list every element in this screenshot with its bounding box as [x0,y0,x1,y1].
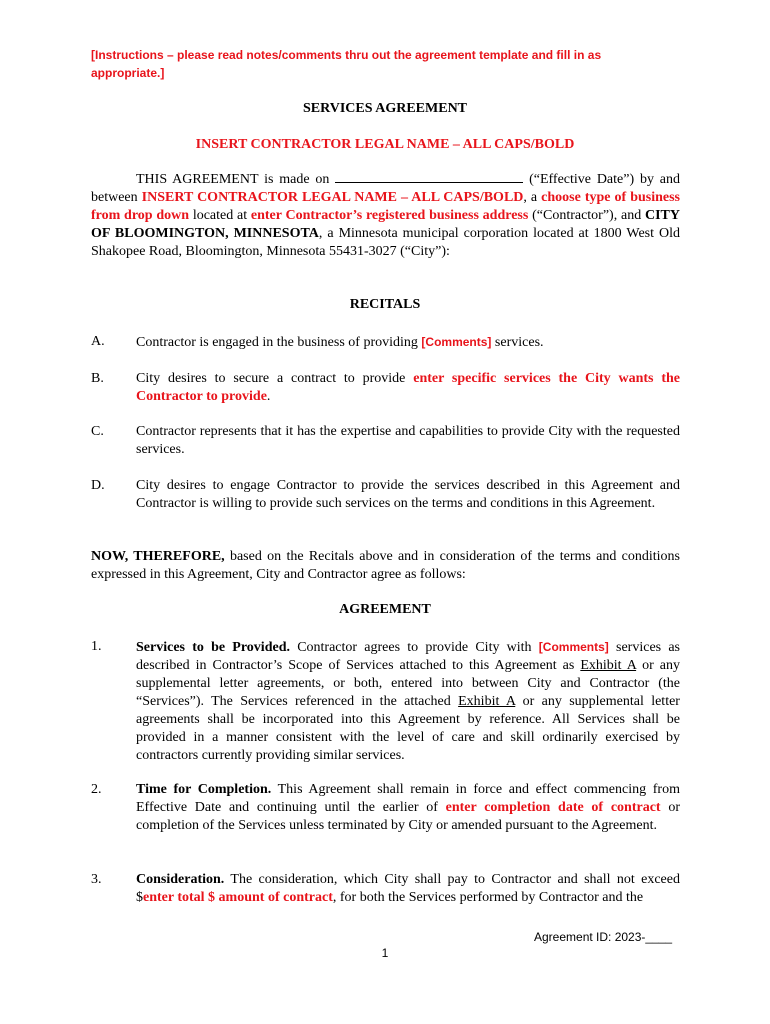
intro-text-3: , a [523,190,542,205]
now-therefore-text: based on the Recitals above and in consideration of the terms and conditions expressed in this Agreement, City and Contractor agree as follows: [91,549,680,582]
recital-b-text-end: . [266,389,271,404]
intro-text-6: , a Minnesota municipal corporation located at 1800 West Old Shakopee Road, Bloomington, Minnesota 55431-3027 (“City”): [91,226,680,259]
business-type-placeholder[interactable]: choose type of business from drop down [91,190,680,223]
intro-text-1: THIS AGREEMENT is made on [136,172,336,187]
section-2-number: 2. [91,782,102,797]
section-3-text-b: , for both the Services performed by Contractor and the [332,890,644,905]
recital-c: Contractor represents that it has the expertise and capabilities to provide City with the requested services. [136,424,680,457]
section-3 [136,871,680,907]
section-1-text-a: Contractor agrees to provide City with [289,640,539,655]
recital-a [136,333,680,352]
recital-d-number: D. [91,478,105,493]
recital-b-number: B. [91,371,104,386]
recital-b-text: City desires to secure a contract to provide [136,371,414,386]
section-3-text-a: The consideration, which City shall pay to Contractor and shall not exceed $ [136,872,680,905]
recitals-heading: RECITALS [349,297,421,312]
instructions-note: [Instructions – please read notes/comments thru out the agreement template and fill in as appropriate.] [91,48,602,80]
section-2-text-a: This Agreement shall remain in force and effect commencing from Effective Date and continuing until the earlier of [136,782,680,815]
page-number: 1 [381,946,389,960]
section-1-text-d: or any supplemental letter agreements shall be incorporated into this Agreement by reference. All Services shall be provided in a manner consistent with the level of care and skill ordinarily exercised by contractors currently providing similar services. [136,694,680,763]
document-title: SERVICES AGREEMENT [302,101,468,116]
effective-date-blank[interactable] [335,170,523,183]
section-3-title: Consideration. [136,872,225,887]
recital-a-text: Contractor is engaged in the business of providing [136,335,422,350]
section-1-title: Services to be Provided. [136,640,290,655]
intro-text-5: (“Contractor”), and [528,208,645,223]
services-placeholder: enter specific services the City wants the Contractor to provide [136,371,680,404]
city-name: CITY OF BLOOMINGTON, MINNESOTA [91,208,680,241]
exhibit-a-reference: Exhibit A [458,694,516,709]
section-1-text-c: or any supplemental letter agreements, or both, entered into between City and Contractor (the “Services”). The Services referenced in the attached [136,658,680,709]
address-placeholder: enter Contractor’s registered business address [250,208,529,223]
contractor-heading: INSERT CONTRACTOR LEGAL NAME – ALL CAPS/BOLD [195,137,575,152]
section-3-number: 3. [91,872,102,887]
intro-text-2: (“Effective Date”) by and between [91,172,680,205]
recital-a-number: A. [91,334,105,349]
section-2 [136,781,680,835]
intro-paragraph [91,170,680,261]
recital-b [136,370,680,406]
comment-placeholder: [Comments] [538,640,609,654]
recital-d: City desires to engage Contractor to provide the services described in this Agreement and Contractor is willing to provide such services on the terms and conditions in this Agreement. [136,478,680,511]
section-1 [136,638,680,765]
completion-date-placeholder: enter completion date of contract [445,800,661,815]
agreement-heading: AGREEMENT [339,602,431,617]
now-therefore-paragraph [91,548,680,584]
agreement-id: Agreement ID: 2023-____ [534,930,673,944]
section-1-number: 1. [91,639,102,654]
exhibit-a-reference: Exhibit A [580,658,637,673]
intro-text-4: located at [189,208,251,223]
contractor-name-placeholder: INSERT CONTRACTOR LEGAL NAME – ALL CAPS/BOLD [141,190,524,205]
section-1-text-b: services as described in Contractor’s Scope of Services attached to this Agreement as [136,640,680,673]
now-therefore-lead: NOW, THEREFORE, [91,549,225,564]
comment-placeholder: [Comments] [421,335,492,349]
recital-c-number: C. [91,424,104,439]
section-2-title: Time for Completion. [136,782,272,797]
recital-a-text-end: services. [491,335,544,350]
section-2-text-b: or completion of the Services unless terminated by City or amended pursuant to the Agreement. [136,800,680,833]
contract-amount-placeholder: enter total $ amount of contract [143,890,333,905]
